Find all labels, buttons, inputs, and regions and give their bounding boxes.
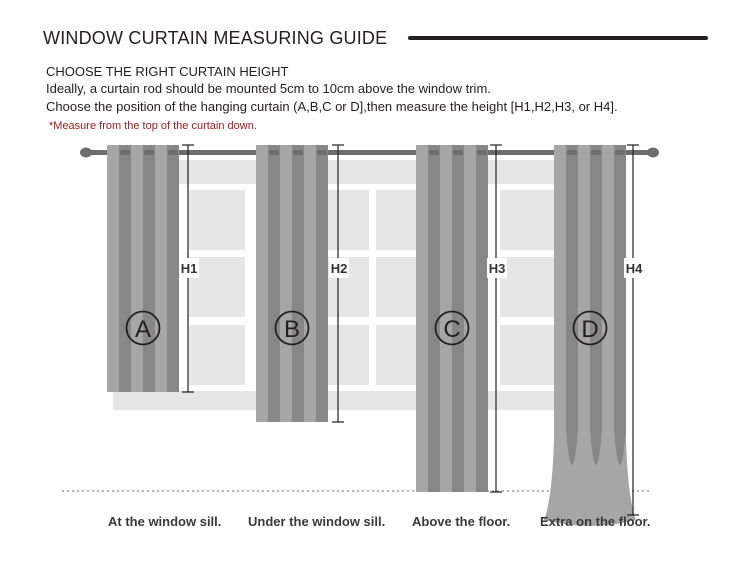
grommet [120, 150, 130, 155]
rod-finial-right [647, 148, 659, 158]
curtain-stripe [476, 145, 488, 492]
grommet [144, 150, 154, 155]
measure-note: *Measure from the top of the curtain down. [49, 120, 257, 132]
window-pane [189, 325, 245, 385]
grommet [615, 150, 625, 155]
height-label: H1 [180, 261, 198, 276]
curtain-letter: C [443, 316, 461, 343]
curtain-stripe [416, 145, 428, 492]
guide-title: WINDOW CURTAIN MEASURING GUIDE [43, 28, 388, 48]
curtain-stripe [280, 145, 292, 422]
curtain-stripe [155, 145, 167, 392]
caption-b: Under the window sill. [248, 514, 386, 529]
curtain-stripe [107, 145, 119, 392]
curtain-letter: B [283, 316, 301, 343]
rod-finial-left [80, 148, 92, 158]
curtain-stripe [268, 145, 280, 422]
window-pane [500, 190, 556, 250]
curtain-d [544, 145, 644, 526]
grommet [591, 150, 601, 155]
window-pane [500, 325, 556, 385]
curtain-stripe [119, 145, 131, 392]
grommet [168, 150, 178, 155]
curtain-stripe [256, 145, 268, 422]
curtain-stripe [167, 145, 179, 392]
curtain-fold [566, 145, 578, 465]
grommet [317, 150, 327, 155]
curtain-stripe [304, 145, 316, 422]
height-label: H3 [488, 261, 506, 276]
grommet [429, 150, 439, 155]
grommet [453, 150, 463, 155]
intro-line-2: Choose the position of the hanging curtain (A,B,C or D],then measure the height [H1,H2,H3, or H4]. [46, 99, 618, 114]
grommet [567, 150, 577, 155]
curtain-fold [614, 145, 626, 465]
window-illustration [113, 160, 560, 410]
caption-a: At the window sill. [108, 514, 222, 529]
subheading: CHOOSE THE RIGHT CURTAIN HEIGHT [46, 64, 289, 79]
curtain-fold [590, 145, 602, 465]
caption-d: Extra on the floor. [540, 514, 651, 529]
height-label: H4 [625, 261, 643, 276]
window-pane [189, 190, 245, 250]
curtain-letter: D [581, 316, 599, 343]
curtain-stripe [131, 145, 143, 392]
grommet [269, 150, 279, 155]
grommet [293, 150, 303, 155]
grommet [477, 150, 487, 155]
curtain-stripe [292, 145, 304, 422]
curtain-stripe [143, 145, 155, 392]
intro-line-1: Ideally, a curtain rod should be mounted 5cm to 10cm above the window trim. [46, 81, 491, 96]
height-label: H2 [330, 261, 348, 276]
caption-c: Above the floor. [412, 514, 511, 529]
curtain-letter: A [134, 316, 152, 343]
window-pane [500, 257, 556, 317]
curtain-stripe [316, 145, 328, 422]
